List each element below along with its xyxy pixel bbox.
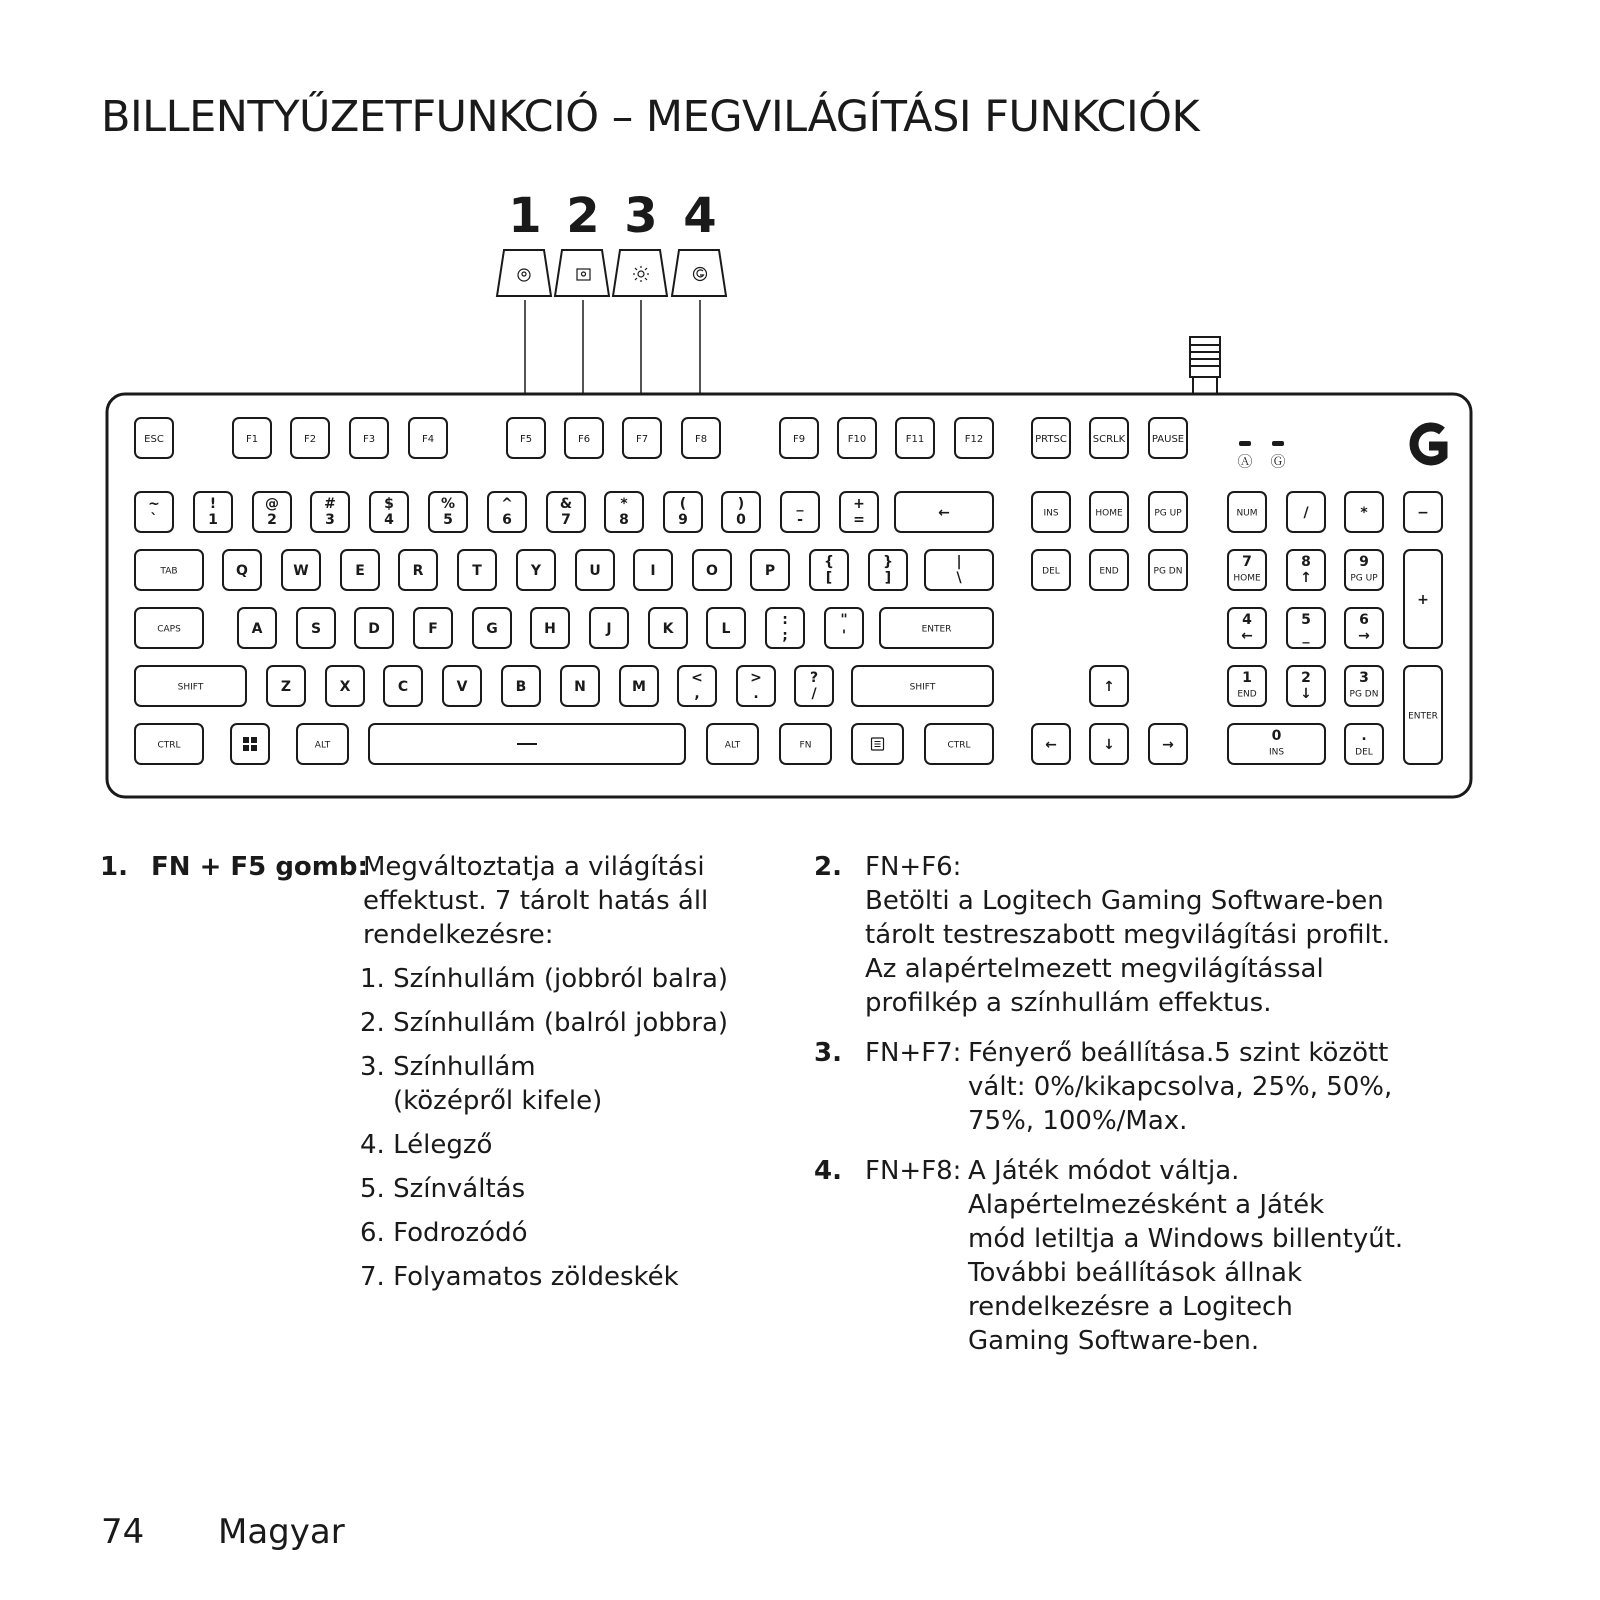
key-q-8 <box>634 550 672 590</box>
key-backslash <box>925 550 993 590</box>
key-np-r2-1 <box>1287 608 1325 648</box>
key-label: PG DN <box>1153 566 1183 577</box>
key-label: CTRL <box>157 740 181 751</box>
key-label: U <box>589 563 601 579</box>
key-label: $ <box>384 496 394 512</box>
key-windows <box>231 724 269 764</box>
key-fn-1 <box>233 418 271 458</box>
key-menu <box>852 724 903 764</box>
keycap-f7 <box>613 250 667 296</box>
key-label: END <box>1099 566 1119 577</box>
key-label: A <box>251 621 263 637</box>
key-label: R <box>412 563 424 579</box>
cable-connector <box>1190 337 1220 394</box>
item-4-line-1: A Játék módot váltja. <box>968 1156 1240 1186</box>
key-q-6 <box>517 550 555 590</box>
key-z-1 <box>267 666 305 706</box>
key-fn-3 <box>350 418 388 458</box>
key-q-10 <box>751 550 789 590</box>
key-label: + <box>1417 592 1429 608</box>
key-label: B <box>515 679 527 695</box>
key-period <box>737 666 775 706</box>
key-alt-l <box>297 724 348 764</box>
key-label: 1 <box>1242 670 1252 686</box>
key-num-8 <box>605 492 643 532</box>
key-num-3 <box>311 492 349 532</box>
key-np-plus <box>1404 550 1442 648</box>
key-comma <box>678 666 716 706</box>
key-a-8 <box>649 608 687 648</box>
item-1-number: 1. <box>100 852 128 882</box>
key-np-r1-1 <box>1287 550 1325 590</box>
page-title: BILLENTYŰZETFUNKCIÓ – MEGVILÁGÍTÁSI FUNKCIÓK <box>101 92 1200 142</box>
key-label: : <box>782 612 788 628</box>
key-fn-9 <box>780 418 818 458</box>
key-label: ) <box>737 496 745 512</box>
callout-2: 2 <box>566 188 600 244</box>
key-label: 7 <box>1242 554 1252 570</box>
effect-5: 5. Színváltás <box>360 1174 526 1204</box>
key-label: INS <box>1043 508 1059 519</box>
key-label: CAPS <box>157 624 181 635</box>
key-label: I <box>650 563 656 579</box>
key-label: _ <box>1302 628 1310 644</box>
item-4-number: 4. <box>814 1156 842 1186</box>
key-np-dot <box>1345 724 1383 764</box>
key-numlock <box>1228 492 1266 532</box>
key-rbracket <box>869 550 907 590</box>
item-1-line-2: effektust. 7 tárolt hatás áll <box>363 886 709 916</box>
key-label: DEL <box>1042 566 1060 577</box>
key-label: → <box>1162 737 1174 753</box>
key-label: V <box>456 679 468 695</box>
key-fn-10 <box>838 418 876 458</box>
key-label: 0 <box>1271 728 1282 744</box>
keycap-f8 <box>672 250 726 296</box>
key-label: ENTER <box>921 624 952 635</box>
key-label: ' <box>841 628 847 644</box>
key-label: SHIFT <box>177 682 204 693</box>
key-arrow-down <box>1090 724 1128 764</box>
key-label: NUM <box>1236 508 1258 519</box>
footer-language: Magyar <box>218 1512 345 1552</box>
key-num-12 <box>840 492 878 532</box>
key-label: X <box>339 679 351 695</box>
callout-4: 4 <box>683 188 717 244</box>
callout-3: 3 <box>624 188 658 244</box>
key-label: − <box>1417 505 1429 521</box>
key-a-4 <box>414 608 452 648</box>
key-pgdn <box>1149 550 1187 590</box>
key-label: . <box>753 686 759 702</box>
key-space <box>369 724 685 764</box>
key-fn-8 <box>682 418 720 458</box>
key-z-7 <box>620 666 658 706</box>
key-np-r1-0 <box>1228 550 1266 590</box>
item-2-line-1: Betölti a Logitech Gaming Software-ben <box>865 886 1384 916</box>
key-label: E <box>355 563 365 579</box>
key-label: 4 <box>1242 612 1252 628</box>
key-num-5 <box>429 492 467 532</box>
key-a-5 <box>473 608 511 648</box>
key-label: HOME <box>1095 508 1123 519</box>
key-num-2 <box>253 492 291 532</box>
key-label: & <box>559 496 573 512</box>
key-label: - <box>797 512 803 528</box>
key-fn-15 <box>1149 418 1187 458</box>
item-4-line-6: Gaming Software-ben. <box>968 1326 1260 1356</box>
page-number: 74 <box>101 1512 145 1552</box>
key-label: | <box>956 554 962 570</box>
key-label: # <box>324 496 336 512</box>
key-label: " <box>840 612 848 628</box>
key-label: . <box>1361 728 1367 744</box>
key-q-5 <box>458 550 496 590</box>
item-4-line-5: rendelkezésre a Logitech <box>968 1292 1293 1322</box>
key-label: PRTSC <box>1035 434 1067 445</box>
key-label: 8 <box>1301 554 1311 570</box>
key-q-3 <box>341 550 379 590</box>
key-label: ← <box>1045 737 1057 753</box>
item-2-line-2: tárolt testreszabott megvilágítási profilt. <box>865 920 1391 950</box>
key-tab <box>135 550 203 590</box>
item-4-key: FN+F8: <box>865 1156 962 1186</box>
key-label: 3 <box>1359 670 1369 686</box>
key-z-4 <box>443 666 481 706</box>
key-np-r3-1 <box>1287 666 1325 706</box>
key-label: ENTER <box>1408 711 1438 722</box>
key-label: 9 <box>678 512 688 528</box>
key-label: F6 <box>577 434 591 445</box>
key-label: N <box>574 679 586 695</box>
key-fn-5 <box>507 418 545 458</box>
key-np-r1-2 <box>1345 550 1383 590</box>
key-ins <box>1032 492 1070 532</box>
key-label: ↓ <box>1103 737 1115 753</box>
key-label: S <box>310 621 322 637</box>
item-3-line-1: Fényerő beállítása.5 szint között <box>968 1038 1389 1068</box>
key-label: 6 <box>502 512 512 528</box>
key-fn-14 <box>1090 418 1128 458</box>
key-label: G <box>486 621 498 637</box>
key-np-enter <box>1404 666 1442 764</box>
key-z-5 <box>502 666 540 706</box>
key-label: ESC <box>144 434 164 445</box>
key-label: 4 <box>384 512 394 528</box>
key-a-1 <box>238 608 276 648</box>
key-label: * <box>1360 505 1368 521</box>
key-label: F4 <box>421 434 435 445</box>
key-shift-l <box>135 666 246 706</box>
key-label: + <box>853 496 865 512</box>
key-num-10 <box>722 492 760 532</box>
item-1-key: FN + F5 gomb: <box>151 852 368 882</box>
key-lbracket <box>810 550 848 590</box>
key-label: 2 <box>1301 670 1311 686</box>
key-label: F8 <box>694 434 708 445</box>
key-label: INS <box>1268 747 1285 758</box>
key-label: / <box>811 686 817 702</box>
key-end <box>1090 550 1128 590</box>
key-ctrl-r <box>925 724 993 764</box>
key-label: / <box>1303 505 1309 521</box>
key-label: < <box>691 670 703 686</box>
key-label: F1 <box>245 434 259 445</box>
key-fn-13 <box>1032 418 1070 458</box>
key-label: F2 <box>303 434 317 445</box>
key-label: ← <box>1241 628 1253 644</box>
key-label: 5 <box>443 512 453 528</box>
effect-4: 4. Lélegző <box>360 1130 493 1160</box>
item-4-line-2: Alapértelmezésként a Játék <box>968 1190 1325 1220</box>
key-label: Y <box>530 563 542 579</box>
key-fn-6 <box>565 418 603 458</box>
key-label: DEL <box>1355 747 1373 758</box>
item-3-line-3: 75%, 100%/Max. <box>968 1106 1188 1136</box>
key-label: HOME <box>1233 573 1261 584</box>
key-semicolon <box>766 608 804 648</box>
key-fn-7 <box>623 418 661 458</box>
effect-7: 7. Folyamatos zöldeskék <box>360 1262 679 1292</box>
item-2-number: 2. <box>814 852 842 882</box>
key-fn-11 <box>896 418 934 458</box>
key-q-2 <box>282 550 320 590</box>
key-label: 9 <box>1359 554 1369 570</box>
effect-3: 3. Színhullám <box>360 1052 536 1082</box>
item-2-line-3: Az alapértelmezett megvilágítással <box>865 954 1324 984</box>
key-ctrl-l <box>135 724 203 764</box>
key-alt-r <box>707 724 758 764</box>
indicator-g: Ⓖ <box>1270 452 1286 471</box>
key-fn-12 <box>955 418 993 458</box>
effect-6: 6. Fodrozódó <box>360 1218 528 1248</box>
key-label: J <box>606 621 612 637</box>
key-label: ; <box>782 628 788 644</box>
item-4-line-3: mód letiltja a Windows billentyűt. <box>968 1224 1404 1254</box>
key-label: PG UP <box>1154 508 1182 519</box>
key-label: PG DN <box>1349 689 1379 700</box>
key-label: W <box>293 563 309 579</box>
key-label: F5 <box>519 434 533 445</box>
key-q-1 <box>223 550 261 590</box>
key-arrow-right <box>1149 724 1187 764</box>
key-pgup <box>1149 492 1187 532</box>
key-num-1 <box>194 492 232 532</box>
key-label: { <box>824 554 834 570</box>
key-q-9 <box>693 550 731 590</box>
key-np-r2-0 <box>1228 608 1266 648</box>
key-label: C <box>397 679 409 695</box>
key-num-0 <box>135 492 173 532</box>
menu-icon <box>872 738 884 750</box>
item-2-line-4: profilkép a színhullám effektus. <box>865 988 1272 1018</box>
key-label: % <box>440 496 456 512</box>
key-a-3 <box>355 608 393 648</box>
key-fn-4 <box>409 418 447 458</box>
key-label: Q <box>236 563 248 579</box>
key-label: CTRL <box>947 740 971 751</box>
key-label: M <box>632 679 646 695</box>
key-a-6 <box>531 608 569 648</box>
key-label: TAB <box>160 566 178 577</box>
key-fn <box>780 724 831 764</box>
item-2-key: FN+F6: <box>865 852 962 882</box>
key-label: FN <box>799 740 812 751</box>
key-label: D <box>368 621 380 637</box>
key-label: 6 <box>1359 612 1369 628</box>
key-label: 7 <box>561 512 571 528</box>
key-label: T <box>472 563 482 579</box>
key-label: F12 <box>964 434 984 445</box>
key-np-minus <box>1404 492 1442 532</box>
key-label: , <box>694 686 700 702</box>
item-1-line-3: rendelkezésre: <box>363 920 554 950</box>
key-label: [ <box>825 570 833 586</box>
key-num-11 <box>781 492 819 532</box>
key-label: = <box>853 512 865 528</box>
key-del <box>1032 550 1070 590</box>
key-z-3 <box>384 666 422 706</box>
key-label: 3 <box>325 512 335 528</box>
key-np-0 <box>1228 724 1325 764</box>
key-label: ↑ <box>1103 679 1115 695</box>
key-enter <box>880 608 993 648</box>
key-label: ^ <box>501 496 513 512</box>
key-label: F11 <box>905 434 925 445</box>
key-label: F7 <box>635 434 649 445</box>
item-3-key: FN+F7: <box>865 1038 962 1068</box>
key-q-4 <box>399 550 437 590</box>
key-label: F9 <box>792 434 806 445</box>
key-z-6 <box>561 666 599 706</box>
key-shift-r <box>852 666 993 706</box>
key-num-9 <box>664 492 702 532</box>
key-label: > <box>750 670 762 686</box>
key-label: _ <box>796 496 804 512</box>
key-label: F <box>428 621 438 637</box>
key-slash <box>795 666 833 706</box>
key-label: SHIFT <box>909 682 936 693</box>
key-label: END <box>1237 689 1257 700</box>
key-label: 8 <box>619 512 629 528</box>
key-label: H <box>544 621 556 637</box>
key-num-7 <box>547 492 585 532</box>
key-np-r3-2 <box>1345 666 1383 706</box>
key-label: } <box>883 554 893 570</box>
item-3-line-2: vált: 0%/kikapcsolva, 25%, 50%, <box>968 1072 1393 1102</box>
key-num-4 <box>370 492 408 532</box>
key-label: → <box>1358 628 1370 644</box>
key-label: L <box>721 621 731 637</box>
key-label: F10 <box>847 434 867 445</box>
key-np-r2-2 <box>1345 608 1383 648</box>
key-a-9 <box>707 608 745 648</box>
key-label: O <box>706 563 718 579</box>
key-label: ↑ <box>1300 570 1312 586</box>
key-a-2 <box>297 608 335 648</box>
key-arrow-left <box>1032 724 1070 764</box>
key-label: 2 <box>267 512 277 528</box>
key-label: ( <box>679 496 687 512</box>
key-home <box>1090 492 1128 532</box>
key-label: ] <box>884 570 892 586</box>
key-label: ~ <box>148 496 160 512</box>
key-label: ALT <box>314 740 331 751</box>
key-num-6 <box>488 492 526 532</box>
key-label: ? <box>809 670 819 686</box>
key-fn-2 <box>291 418 329 458</box>
key-backspace <box>895 492 993 532</box>
key-label: PG UP <box>1350 573 1378 584</box>
key-label: ALT <box>724 740 741 751</box>
key-np-r3-0 <box>1228 666 1266 706</box>
key-q-7 <box>576 550 614 590</box>
key-label: K <box>662 621 674 637</box>
key-label: 1 <box>208 512 218 528</box>
key-label: 5 <box>1301 612 1311 628</box>
indicator-a: Ⓐ <box>1237 452 1253 471</box>
key-quote <box>825 608 863 648</box>
callout-1: 1 <box>508 188 542 244</box>
item-3-number: 3. <box>814 1038 842 1068</box>
effect-1: 1. Színhullám (jobbról balra) <box>360 964 729 994</box>
key-label: SCRLK <box>1092 434 1126 445</box>
key-z-2 <box>326 666 364 706</box>
key-label: 0 <box>736 512 746 528</box>
key-caps <box>135 608 203 648</box>
key-label: PAUSE <box>1151 434 1185 445</box>
key-label: ! <box>209 496 217 512</box>
key-label: ← <box>938 505 950 521</box>
key-label: P <box>764 563 776 579</box>
key-label: @ <box>265 496 279 512</box>
key-np-div <box>1287 492 1325 532</box>
key-fn-0 <box>135 418 173 458</box>
item-4-line-4: További beállítások állnak <box>968 1258 1303 1288</box>
item-1-line-1: Megváltoztatja a világítási <box>363 852 705 882</box>
effect-3-cont: (középről kifele) <box>393 1086 603 1116</box>
key-arrow-up <box>1090 666 1128 706</box>
key-label: \ <box>956 570 962 586</box>
key-label: ↓ <box>1300 686 1312 702</box>
key-label: Z <box>280 679 292 695</box>
key-label: ` <box>150 512 158 528</box>
key-label: F3 <box>362 434 376 445</box>
key-a-7 <box>590 608 628 648</box>
effect-2: 2. Színhullám (balról jobbra) <box>360 1008 729 1038</box>
keycap-f5 <box>497 250 551 296</box>
key-np-mul <box>1345 492 1383 532</box>
key-label: * <box>620 496 628 512</box>
